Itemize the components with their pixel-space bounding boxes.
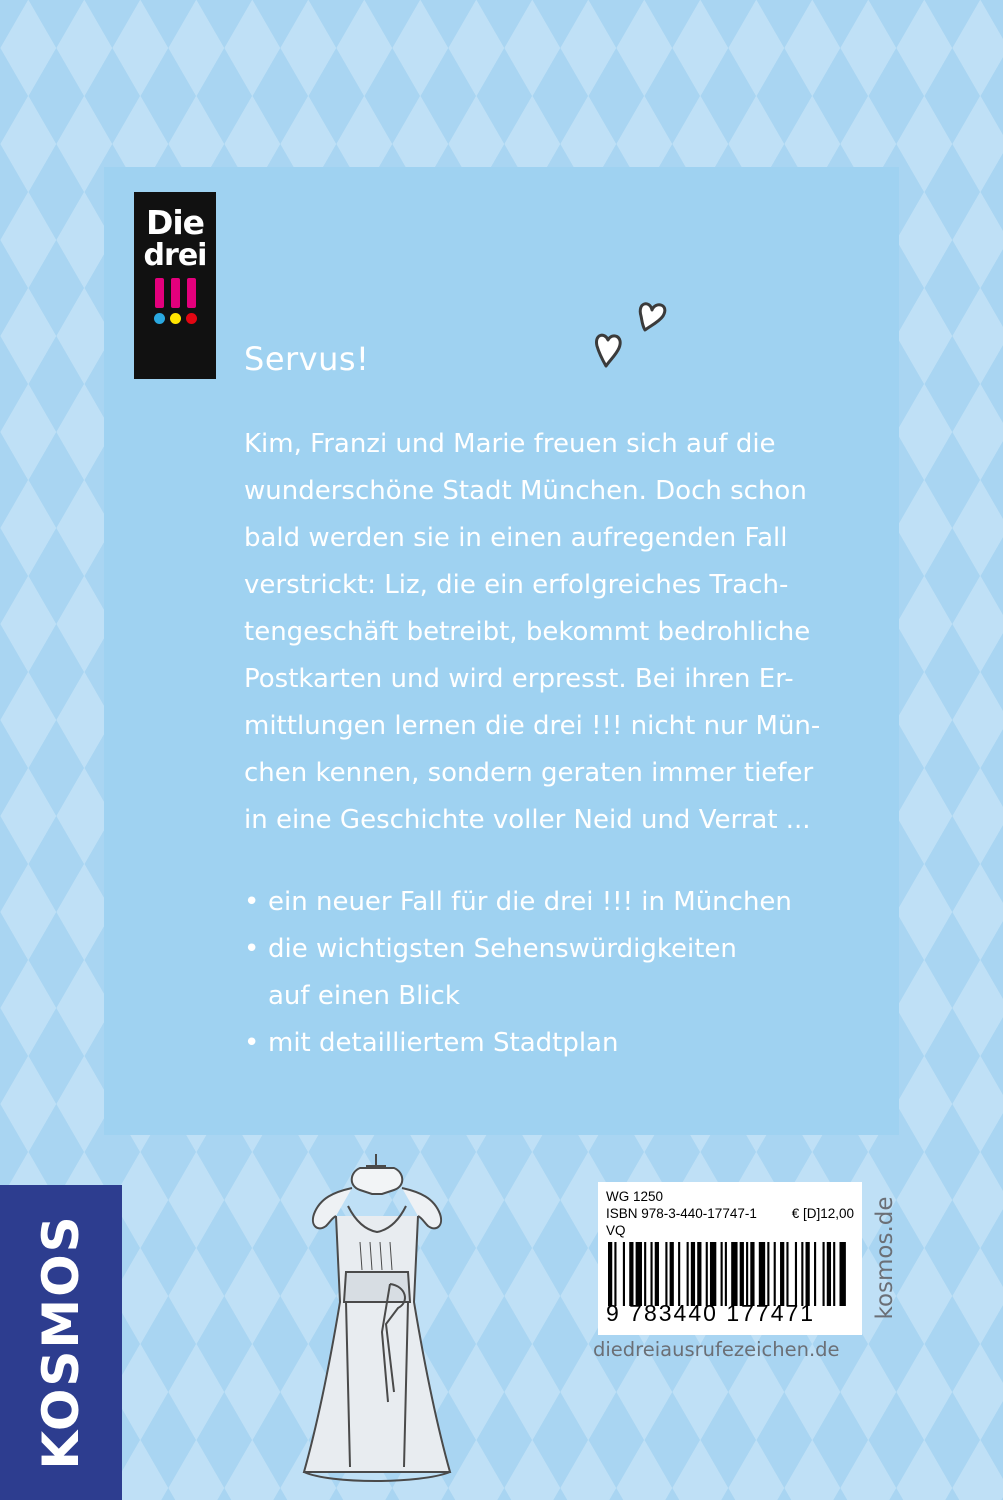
publisher-website: kosmos.de xyxy=(872,1196,898,1320)
bullet-line: ein neuer Fall für die drei !!! in München xyxy=(268,887,792,917)
barcode-label xyxy=(598,1182,862,1335)
blurb-line: in eine Geschichte voller Neid und Verrat ... xyxy=(244,805,811,835)
blurb-line: verstrickt: Liz, die ein erfolgreiches Trach- xyxy=(244,570,789,600)
exclamation-mark xyxy=(170,278,181,324)
exclamation-mark xyxy=(154,278,165,324)
blurb-line: mittlungen lernen die drei !!! nicht nur Mün- xyxy=(244,711,821,741)
blurb-line: wunderschöne Stadt München. Doch schon xyxy=(244,476,807,506)
series-website: diedreiausrufezeichen.de xyxy=(593,1338,840,1361)
feature-bullets xyxy=(244,879,884,1067)
bullet-text xyxy=(268,1020,618,1067)
bullet-item xyxy=(244,1020,884,1067)
bullet-icon: • xyxy=(244,887,260,917)
die-drei-logo xyxy=(134,192,216,379)
exclamation-dot xyxy=(186,313,197,324)
blurb-line: Kim, Franzi und Marie freuen sich auf die xyxy=(244,429,776,459)
barcode-digits: 9 783440 177471 xyxy=(606,1300,816,1326)
bullet-item xyxy=(244,926,884,1020)
bullet-item xyxy=(244,879,884,926)
blurb-line: tengeschäft betreibt, bekommt bedrohliche xyxy=(244,617,811,647)
logo-exclamation-marks xyxy=(134,278,216,324)
publisher-logo: KOSMOS xyxy=(32,1214,90,1470)
bullet-line: auf einen Blick xyxy=(268,981,460,1011)
exclamation-bar xyxy=(155,278,164,308)
exclamation-bar xyxy=(171,278,180,308)
blurb-line: Postkarten und wird erpresst. Bei ihren Er- xyxy=(244,664,794,694)
blurb-line: chen kennen, sondern geraten immer tiefer xyxy=(244,758,814,788)
isbn-text: ISBN 978-3-440-17747-1 xyxy=(606,1206,757,1221)
logo-line1: Die xyxy=(145,203,205,242)
bullet-line: mit detailliertem Stadtplan xyxy=(268,1028,619,1058)
logo-line2: drei xyxy=(143,238,207,273)
vq-code: VQ xyxy=(606,1223,626,1238)
dirndl-illustration xyxy=(290,1152,475,1492)
exclamation-dot xyxy=(170,313,181,324)
price-text: € [D]12,00 xyxy=(791,1206,854,1221)
wg-code: WG 1250 xyxy=(606,1189,664,1204)
bullet-icon: • xyxy=(244,1028,260,1058)
exclamation-mark xyxy=(186,278,197,324)
hearts-icon xyxy=(592,296,684,378)
bullet-text xyxy=(268,879,792,926)
blurb-text xyxy=(244,421,884,844)
bullet-icon: • xyxy=(244,934,260,964)
bullet-text xyxy=(268,926,737,1020)
blurb-line: bald werden sie in einen aufregenden Fall xyxy=(244,523,788,553)
barcode-icon xyxy=(608,1242,848,1306)
heading: Servus! xyxy=(244,340,370,378)
exclamation-bar xyxy=(187,278,196,308)
exclamation-dot xyxy=(154,313,165,324)
bullet-line: die wichtigsten Sehenswürdigkeiten xyxy=(268,934,737,964)
